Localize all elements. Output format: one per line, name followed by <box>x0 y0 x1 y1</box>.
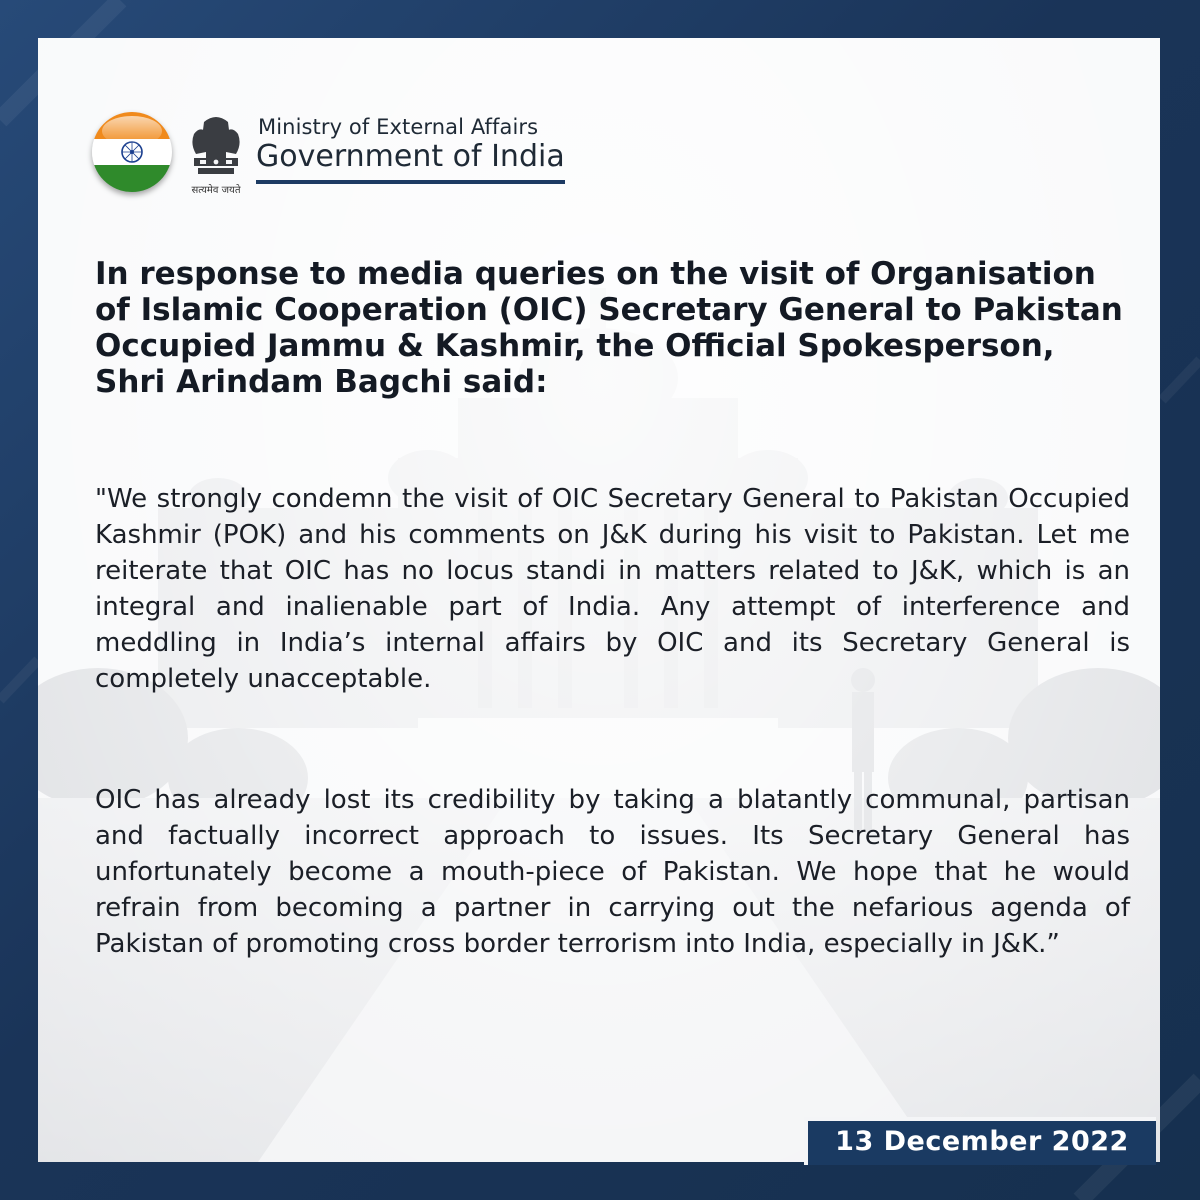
lion-capital-icon <box>186 112 246 182</box>
national-emblem-icon <box>186 112 246 202</box>
ministry-title-block <box>256 114 565 184</box>
government-name: Government of India <box>256 139 565 174</box>
indian-flag-globe-icon <box>92 112 172 192</box>
header-logo <box>92 112 565 202</box>
statement-paragraph-1: "We strongly condemn the visit of OIC Secretary General to Pakistan Occupied Kashmir (POK) and his comments on J&K during his visit to Pakistan. Let me reiterate that OIC has no locus standi in matters related to J&K, which is an integral and inalienable part of India. Any attempt of interference and meddling in India’s internal affairs by OIC and its Secretary General is completely unacceptable. <box>95 484 1130 694</box>
emblem-motto: सत्यमेव जयते <box>191 185 241 196</box>
ministry-name: Ministry of External Affairs <box>258 115 539 139</box>
statement-headline: In response to media queries on the visit of Organisation of Islamic Cooperation (OIC) Secretary General to Pakistan Occupied Jammu & Kashmir, the Official Spokesperson, Shri Arindam Bagchi said: <box>95 256 1123 400</box>
statement-paragraph-2: OIC has already lost its credibility by taking a blatantly communal, partisan and factually incorrect approach to issues. Its Secretary General has unfortunately become a mouth-piece of Pakistan. We hope that he would refrain from becoming a partner in carrying out the nefarious agenda of Pakistan of promoting cross border terrorism into India, especially in J&K.” <box>95 785 1130 959</box>
date-badge: 13 December 2022 <box>804 1117 1156 1165</box>
globe-gloss <box>102 116 162 146</box>
